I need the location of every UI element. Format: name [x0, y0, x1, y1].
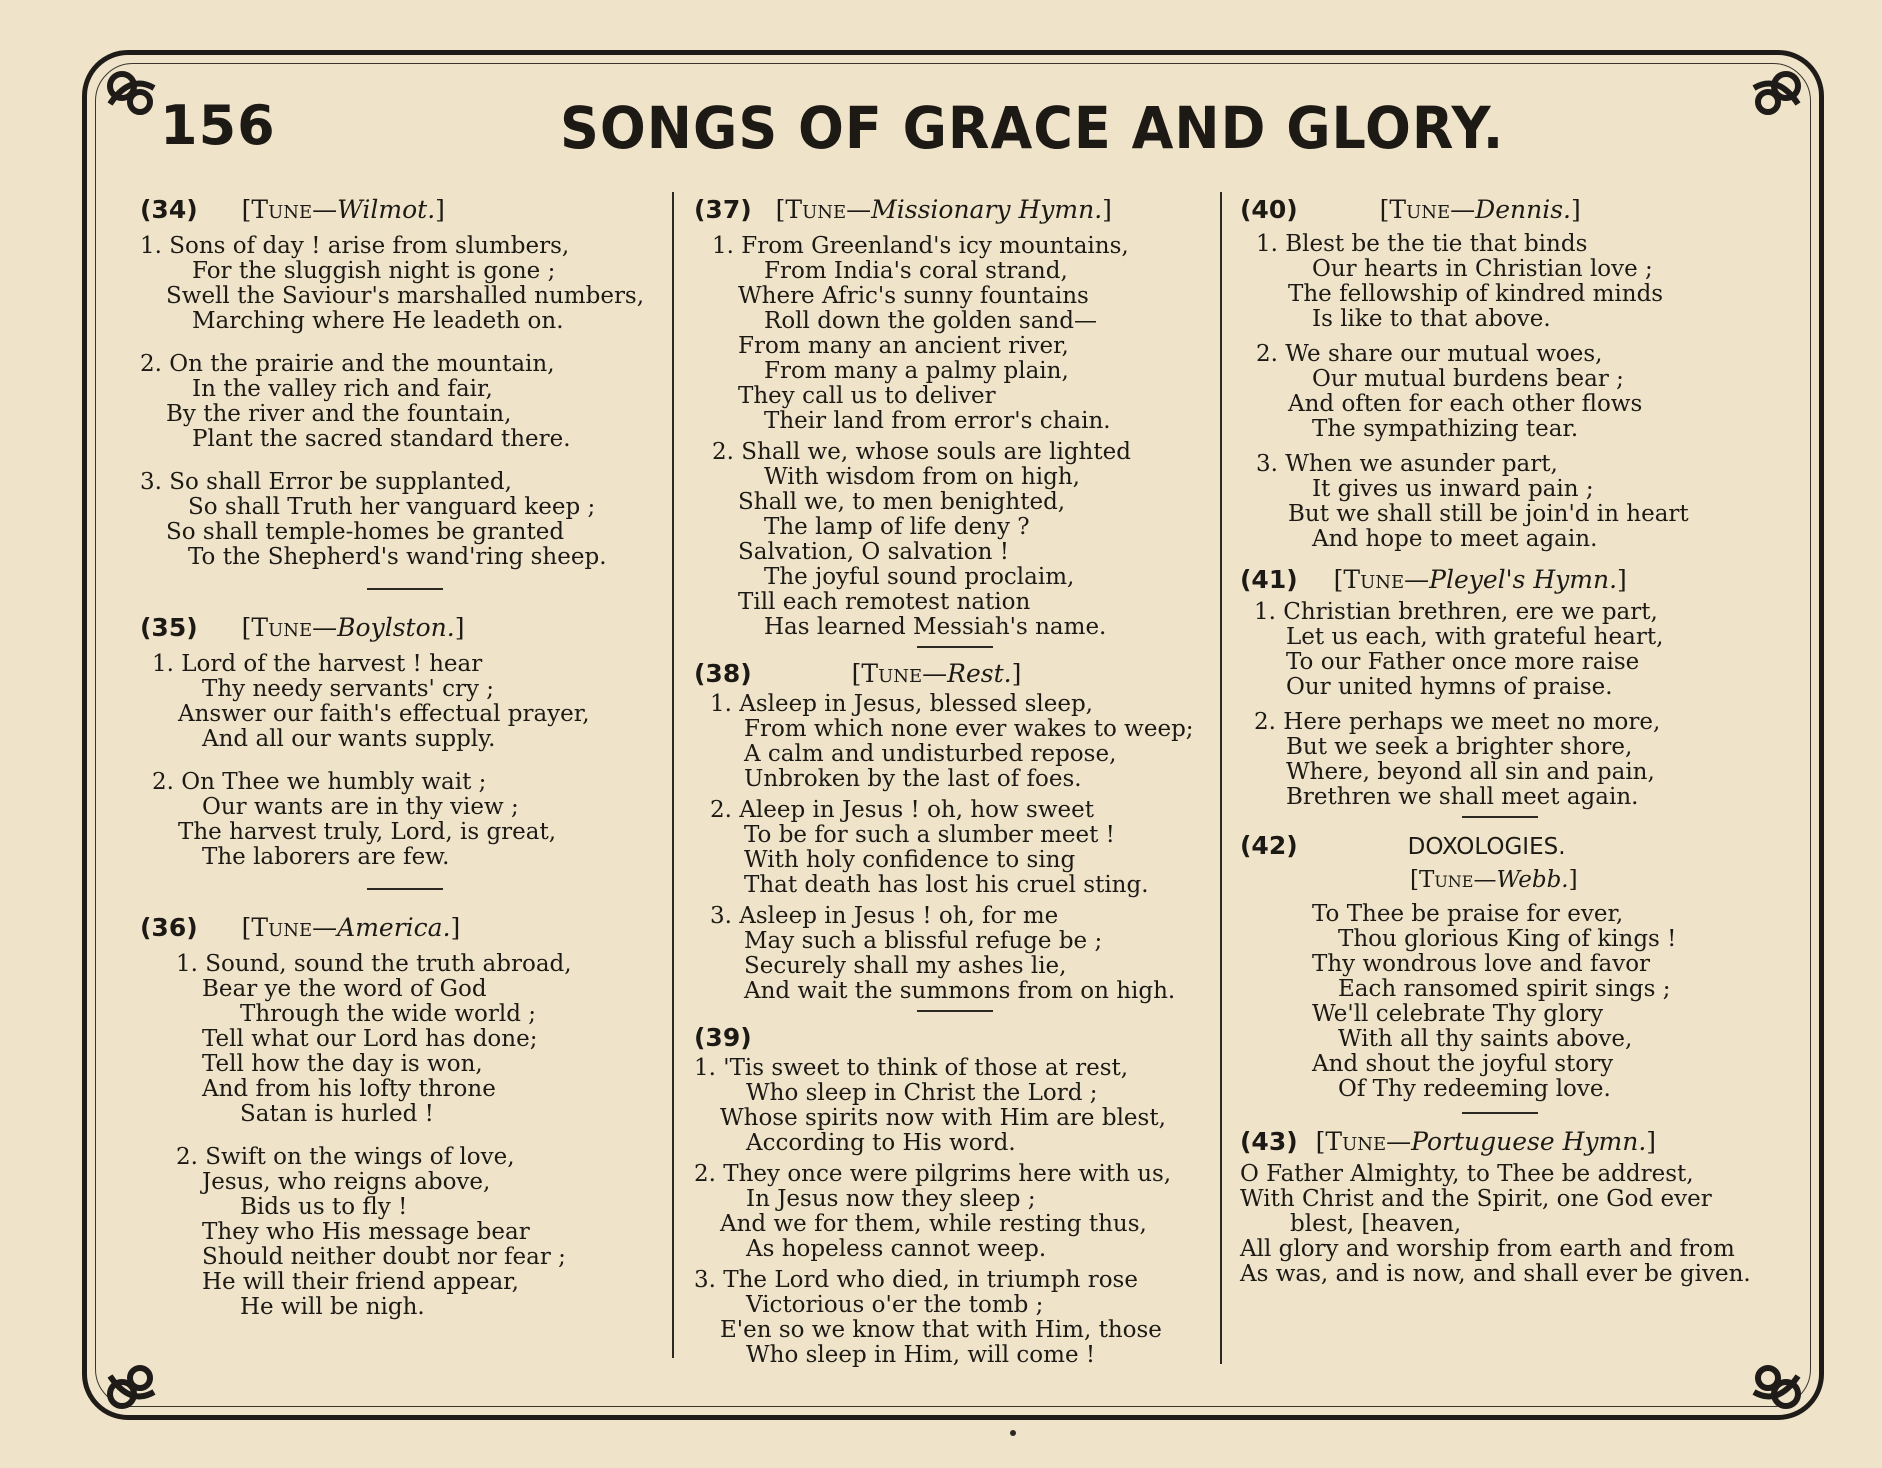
verse-line: Roll down the golden sand—: [764, 308, 1097, 334]
verse-line: It gives us inward pain ;: [1312, 476, 1594, 502]
tune-prefix: [Tune—: [241, 195, 338, 224]
stanza: [140, 234, 670, 334]
verse-line: Bear ye the word of God: [202, 976, 487, 1002]
section-rule: [367, 588, 443, 590]
hymn-number: (35): [140, 613, 198, 642]
stanza: [140, 952, 670, 1127]
stanza: [1240, 452, 1760, 552]
verse-line: And shout the joyful story: [1312, 1051, 1614, 1077]
verse-line: 1. 'Tis sweet to think of those at rest,: [694, 1055, 1129, 1081]
section-rule: [917, 646, 993, 648]
verse-line: Tell how the day is won,: [202, 1051, 483, 1077]
hymn-number: (40): [1240, 195, 1298, 224]
corner-ornament-icon: [1744, 1352, 1808, 1416]
verse-line: Who sleep in Him, will come !: [746, 1342, 1096, 1368]
tune-prefix: [Tune—: [775, 195, 872, 224]
column-1: [140, 192, 670, 1338]
tune-suffix: ]: [1646, 1127, 1657, 1156]
verse-line: Each ransomed spirit sings ;: [1338, 976, 1671, 1002]
tune-prefix: [Tune—: [241, 613, 338, 642]
hymn-42: [1240, 828, 1760, 1102]
verse-line: As hopeless cannot weep.: [746, 1236, 1047, 1262]
verse-line: Our united hymns of praise.: [1286, 674, 1613, 700]
tune-prefix: [Tune—: [851, 659, 948, 688]
verse-line: Thou glorious King of kings !: [1338, 926, 1677, 952]
verse-line: Unbroken by the last of foes.: [744, 766, 1082, 792]
verse-line: O Father Almighty, to Thee be addrest,: [1240, 1161, 1694, 1187]
verse-line: And wait the summons from on high.: [744, 978, 1176, 1004]
stanza: [140, 1145, 670, 1320]
stanza: [1240, 1162, 1760, 1287]
verse-line: 3. When we asunder part,: [1256, 451, 1558, 477]
verse-line: They who His message bear: [202, 1219, 530, 1245]
hymn-number: (34): [140, 195, 198, 224]
hymn-36: [140, 910, 670, 1320]
verse-line: 2. Here perhaps we meet no more,: [1254, 709, 1661, 735]
tune-name: Portuguese Hymn.: [1411, 1127, 1647, 1156]
column-3: [1240, 192, 1760, 1287]
hymn-40: [1240, 192, 1760, 552]
verse-line: And often for each other flows: [1288, 391, 1643, 417]
verse-line: He will their friend appear,: [202, 1269, 519, 1295]
verse-line: 1. Sons of day ! arise from slumbers,: [140, 233, 570, 259]
verse-line: blest, [heaven,: [1290, 1211, 1462, 1237]
verse-line: Plant the sacred standard there.: [192, 426, 571, 452]
tune-line: [1240, 864, 1760, 896]
printer-mark: [1010, 1430, 1016, 1436]
verse-line: So shall temple-homes be granted: [166, 519, 565, 545]
verse-line: A calm and undisturbed repose,: [744, 741, 1117, 767]
verse-line: To our Father once more raise: [1286, 649, 1640, 675]
verse-line: Jesus, who reigns above,: [202, 1169, 491, 1195]
corner-ornament-icon: [100, 64, 164, 128]
section-rule: [1462, 1112, 1538, 1114]
verse-line: By the river and the fountain,: [166, 401, 512, 427]
verse-line: He will be nigh.: [240, 1294, 425, 1320]
verse-line: 1. Christian brethren, ere we part,: [1254, 599, 1658, 625]
hymn-header: [694, 192, 1216, 228]
verse-line: 3. So shall Error be supplanted,: [140, 469, 512, 495]
hymn-37: [694, 192, 1216, 640]
verse-line: From which none ever wakes to weep;: [744, 716, 1194, 742]
verse-line: 1. Sound, sound the truth abroad,: [176, 951, 572, 977]
stanza: [1240, 710, 1760, 810]
column-divider: [1220, 192, 1222, 1364]
column-2: [694, 192, 1216, 1368]
verse-line: Our hearts in Christian love ;: [1312, 256, 1653, 282]
stanza: [1240, 902, 1760, 1102]
verse-line: To be for such a slumber meet !: [744, 822, 1115, 848]
verse-line: Victorious o'er the tomb ;: [746, 1292, 1044, 1318]
verse-line: Bids us to fly !: [240, 1194, 408, 1220]
verse-line: With Christ and the Spirit, one God ever: [1240, 1186, 1712, 1212]
verse-line: Marching where He leadeth on.: [192, 308, 564, 334]
stanza: [140, 352, 670, 452]
verse-line: Securely shall my ashes lie,: [744, 953, 1067, 979]
tune-suffix: ]: [435, 195, 445, 224]
hymn-header: [1240, 192, 1760, 228]
page-title: SONGS OF GRACE AND GLORY.: [560, 94, 1505, 163]
hymn-header: [1240, 562, 1760, 598]
verse-line: May such a blissful refuge be ;: [744, 928, 1103, 954]
verse-line: Till each remotest nation: [738, 589, 1031, 615]
tune-prefix: [Tune—: [1333, 565, 1430, 594]
stanza: [694, 1268, 1216, 1368]
hymn-43: [1240, 1124, 1760, 1287]
verse-line: E'en so we know that with Him, those: [720, 1317, 1162, 1343]
verse-line: And hope to meet again.: [1312, 526, 1598, 552]
verse-line: Through the wide world ;: [240, 1001, 536, 1027]
verse-line: Thy wondrous love and favor: [1312, 951, 1651, 977]
verse-line: 2. We share our mutual woes,: [1256, 341, 1603, 367]
verse-line: The joyful sound proclaim,: [764, 564, 1075, 590]
verse-line: Has learned Messiah's name.: [764, 614, 1107, 640]
tune-prefix: [Tune—: [1410, 867, 1497, 893]
verse-line: As was, and is now, and shall ever be given.: [1240, 1261, 1751, 1287]
verse-line: But we seek a brighter shore,: [1286, 734, 1633, 760]
stanza: [694, 440, 1216, 640]
stanza: [694, 904, 1216, 1004]
tune-suffix: ]: [1102, 195, 1112, 224]
verse-line: 2. They once were pilgrims here with us,: [694, 1161, 1172, 1187]
tune-prefix: [Tune—: [1379, 195, 1476, 224]
verse-line: And from his lofty throne: [202, 1076, 496, 1102]
verse-line: So shall Truth her vanguard keep ;: [188, 494, 596, 520]
verse-line: In the valley rich and fair,: [192, 376, 493, 402]
tune-suffix: ]: [1570, 195, 1581, 224]
tune-prefix: [Tune—: [1315, 1127, 1412, 1156]
verse-line: Tell what our Lord has done;: [202, 1026, 538, 1052]
section-rule: [917, 1010, 993, 1012]
verse-line: The harvest truly, Lord, is great,: [178, 819, 557, 845]
hymn-35: [140, 610, 670, 870]
verse-line: To the Shepherd's wand'ring sheep.: [188, 544, 607, 570]
stanza: [694, 1162, 1216, 1262]
verse-line: Where Afric's sunny fountains: [738, 283, 1089, 309]
verse-line: They call us to deliver: [738, 383, 996, 409]
tune-suffix: ]: [454, 613, 465, 642]
hymn-number: (42): [1240, 831, 1298, 860]
verse-line: That death has lost his cruel sting.: [744, 872, 1149, 898]
verse-line: 2. On the prairie and the mountain,: [140, 351, 555, 377]
verse-line: Shall we, to men benighted,: [738, 489, 1066, 515]
verse-line: The lamp of life deny ?: [764, 514, 1030, 540]
verse-line: From India's coral strand,: [764, 258, 1068, 284]
corner-ornament-icon: [100, 1352, 164, 1416]
tune-name: Boylston.: [337, 613, 455, 642]
hymn-number: (43): [1240, 1127, 1298, 1156]
stanza: [140, 470, 670, 570]
tune-suffix: ]: [1011, 659, 1022, 688]
verse-line: Is like to that above.: [1312, 306, 1551, 332]
hymn-34: [140, 192, 670, 570]
hymn-header: [1240, 828, 1760, 864]
tune-name: Pleyel's Hymn.: [1429, 565, 1618, 594]
doxology-title: DOXOLOGIES.: [1407, 834, 1566, 860]
verse-line: And all our wants supply.: [202, 726, 496, 752]
hymn-number: (38): [694, 659, 752, 688]
tune-name: America.: [337, 913, 451, 942]
verse-line: Should neither doubt nor fear ;: [202, 1244, 566, 1270]
verse-line: 2. On Thee we humbly wait ;: [152, 769, 487, 795]
verse-line: Salvation, O salvation !: [738, 539, 1009, 565]
verse-line: 1. Asleep in Jesus, blessed sleep,: [710, 691, 1093, 717]
column-divider: [672, 192, 674, 1358]
verse-line: From many an ancient river,: [738, 333, 1069, 359]
verse-line: Swell the Saviour's marshalled numbers,: [166, 283, 645, 309]
verse-line: According to His word.: [746, 1130, 1016, 1156]
verse-line: For the sluggish night is gone ;: [192, 258, 556, 284]
tune-suffix: ]: [1617, 565, 1627, 594]
verse-line: 1. From Greenland's icy mountains,: [712, 233, 1129, 259]
verse-line: To Thee be praise for ever,: [1312, 901, 1624, 927]
verse-line: 2. Shall we, whose souls are lighted: [712, 439, 1131, 465]
hymn-41: [1240, 562, 1760, 810]
stanza: [1240, 342, 1760, 442]
hymn-number: (41): [1240, 565, 1298, 594]
verse-line: Who sleep in Christ the Lord ;: [746, 1080, 1098, 1106]
verse-line: Their land from error's chain.: [764, 408, 1111, 434]
page-number: 156: [160, 94, 276, 157]
hymn-header: [140, 610, 670, 646]
verse-line: In Jesus now they sleep ;: [746, 1186, 1036, 1212]
hymn-number: (36): [140, 913, 198, 942]
stanza: [694, 692, 1216, 792]
hymn-39: [694, 1020, 1216, 1368]
verse-line: Our mutual burdens bear ;: [1312, 366, 1624, 392]
section-rule: [367, 888, 443, 890]
section-rule: [1462, 816, 1538, 818]
verse-line: But we shall still be join'd in heart: [1288, 501, 1689, 527]
stanza: [694, 798, 1216, 898]
verse-line: 2. Swift on the wings of love,: [176, 1144, 515, 1170]
verse-line: The sympathizing tear.: [1312, 416, 1579, 442]
tune-name: Missionary Hymn.: [871, 195, 1103, 224]
tune-prefix: [Tune—: [241, 913, 338, 942]
verse-line: From many a palmy plain,: [764, 358, 1069, 384]
tune-name: Wilmot.: [337, 195, 436, 224]
verse-line: And we for them, while resting thus,: [720, 1211, 1147, 1237]
tune-suffix: ]: [450, 913, 461, 942]
hymn-number: (37): [694, 195, 752, 224]
stanza: [694, 1056, 1216, 1156]
verse-line: 3. The Lord who died, in triumph rose: [694, 1267, 1138, 1293]
verse-line: Satan is hurled !: [240, 1101, 434, 1127]
verse-line: All glory and worship from earth and from: [1240, 1236, 1735, 1262]
verse-line: We'll celebrate Thy glory: [1312, 1001, 1604, 1027]
verse-line: 2. Aleep in Jesus ! oh, how sweet: [710, 797, 1094, 823]
hymn-header: [694, 656, 1216, 692]
tune-suffix: ]: [1568, 867, 1578, 893]
verse-line: With wisdom from on high,: [764, 464, 1080, 490]
stanza: [694, 234, 1216, 434]
corner-ornament-icon: [1744, 64, 1808, 128]
hymn-number: (39): [694, 1023, 752, 1052]
verse-line: 1. Blest be the tie that binds: [1256, 231, 1588, 257]
verse-line: Answer our faith's effectual prayer,: [178, 701, 590, 727]
tune-name: Rest.: [947, 659, 1012, 688]
verse-line: With all thy saints above,: [1338, 1026, 1633, 1052]
verse-line: Our wants are in thy view ;: [202, 794, 519, 820]
verse-line: The fellowship of kindred minds: [1288, 281, 1664, 307]
stanza: [1240, 600, 1760, 700]
verse-line: Whose spirits now with Him are blest,: [720, 1105, 1166, 1131]
hymn-header: [140, 910, 670, 946]
tune-name: Webb.: [1496, 867, 1569, 893]
verse-line: Of Thy redeeming love.: [1338, 1076, 1611, 1102]
hymn-header: [140, 192, 670, 228]
hymn-38: [694, 656, 1216, 1004]
stanza: [140, 770, 670, 870]
stanza: [1240, 232, 1760, 332]
verse-line: The laborers are few.: [202, 844, 450, 870]
verse-line: Where, beyond all sin and pain,: [1286, 759, 1655, 785]
verse-line: Thy needy servants' cry ;: [202, 676, 495, 702]
verse-line: Let us each, with grateful heart,: [1286, 624, 1664, 650]
hymn-header: [694, 1020, 1216, 1056]
verse-line: With holy confidence to sing: [744, 847, 1076, 873]
verse-line: 3. Asleep in Jesus ! oh, for me: [710, 903, 1059, 929]
verse-line: 1. Lord of the harvest ! hear: [152, 651, 483, 677]
tune-name: Dennis.: [1475, 195, 1571, 224]
stanza: [140, 652, 670, 752]
verse-line: Brethren we shall meet again.: [1286, 784, 1639, 810]
hymn-header: [1240, 1124, 1760, 1160]
